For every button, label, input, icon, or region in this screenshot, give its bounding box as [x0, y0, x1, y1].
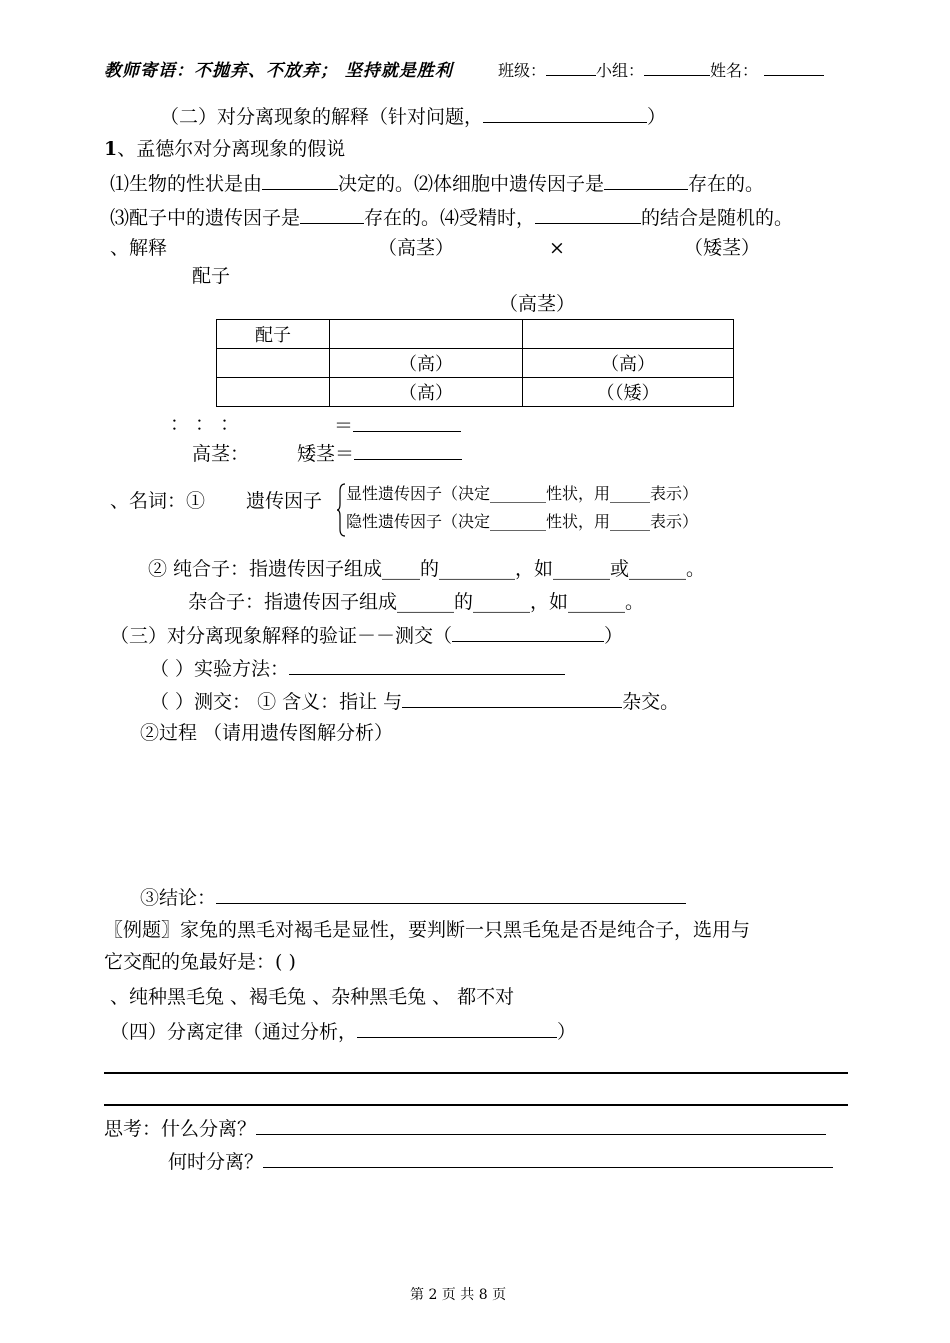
blank-conclusion[interactable] [216, 885, 686, 904]
term-recessive: 隐性遗传因子（决定_______性状，用_____表示） [346, 512, 699, 531]
punnett-cell[interactable] [217, 378, 330, 407]
punnett-cell[interactable] [330, 320, 523, 349]
example-line-1: 〖例题〗家兔的黑毛对褐毛是显性，要判断一只黑毛兔是否是纯合子，选用与 [104, 919, 751, 941]
explain-label: 、解释 [110, 237, 168, 259]
term-dominant: 显性遗传因子（决定_______性状，用_____表示） [346, 484, 699, 503]
punnett-header: 配子 [217, 320, 330, 349]
section4-blank[interactable] [357, 1019, 557, 1038]
blank-phenotype-ratio[interactable] [354, 441, 462, 460]
brace-icon [336, 483, 346, 537]
gamete-label: 配子 [192, 265, 231, 287]
table-row [217, 320, 734, 349]
experiment-method: （ ）实验方法： [150, 656, 565, 680]
blank-somatic[interactable] [604, 171, 688, 190]
name-label: 姓名： [710, 61, 759, 80]
class-field[interactable] [498, 57, 824, 81]
testcross-meaning: （ ）测交： ① 含义：指让 与 杂交。 [150, 691, 680, 713]
section3-blank[interactable] [452, 623, 604, 642]
teacher-motto: 教师寄语：不抛弃、不放弃； 坚持就是胜利 [104, 61, 453, 81]
answer-line[interactable] [104, 1072, 848, 1074]
conclusion: ③结论： [140, 885, 686, 909]
table-row [217, 349, 734, 378]
group-label: 小组： [596, 61, 645, 80]
punnett-cell: （（矮） [523, 378, 734, 407]
punnett-cell: （高） [330, 378, 523, 407]
genotype-ratio: ＝ [334, 413, 461, 437]
example-options: 、纯种黑毛兔 、褐毛兔 、杂种黑毛兔 、 都不对 [110, 986, 515, 1008]
think-what: 思考：什么分离？ [104, 1116, 826, 1140]
section4-title: （四）分离定律（通过分析， ） [110, 1021, 577, 1043]
page-footer: 第 2 页 共 8 页 [410, 1287, 507, 1303]
punnett-cell: （高） [330, 349, 523, 378]
section2-title: （二）对分离现象的解释（针对问题， ） [160, 106, 667, 128]
section2-blank[interactable] [483, 104, 647, 123]
blank-testcross[interactable] [402, 689, 622, 708]
terms-label: 、名词：① [110, 490, 206, 512]
hypothesis-title: 1、孟德尔对分离现象的假说 [104, 138, 346, 160]
parent-tall: （高茎） [378, 237, 455, 259]
punnett-cell: （高） [523, 349, 734, 378]
term-factor: 遗传因子 [246, 490, 323, 512]
answer-line[interactable] [104, 1104, 848, 1106]
class-label: 班级： [498, 61, 547, 80]
f1-tall: （高茎） [499, 293, 576, 315]
phenotype-ratio: 高茎： 矮茎＝ [192, 441, 462, 465]
hypothesis-line-1: ⑴生物的性状是由 决定的。⑵体细胞中遗传因子是 存在的。 [110, 173, 765, 195]
parent-dwarf: （矮茎） [684, 237, 761, 259]
blank-method[interactable] [289, 656, 565, 675]
section3-title: （三）对分离现象解释的验证－－测交（ ） [110, 625, 624, 647]
blank-factor-decide[interactable] [262, 171, 338, 190]
punnett-cell[interactable] [217, 349, 330, 378]
table-row [217, 378, 734, 407]
cross-sign: × [549, 237, 565, 259]
punnett-cell[interactable] [523, 320, 734, 349]
blank-genotype-ratio[interactable] [353, 413, 461, 432]
term-homozygote: ② 纯合子：指遗传因子组成____的________，如______或______。 [148, 558, 706, 580]
example-line-2: 它交配的兔最好是：( ) [104, 951, 296, 973]
think-when: 何时分离？ [168, 1149, 833, 1173]
hypothesis-line-2: ⑶配子中的遗传因子是 存在的。⑷受精时， 的结合是随机的。 [110, 207, 794, 229]
blank-gamete[interactable] [300, 205, 364, 224]
blank-think-when[interactable] [263, 1149, 833, 1168]
punnett-square [216, 319, 734, 407]
genotype-ratio-colons: ： ： ： [170, 413, 240, 435]
testcross-process: ②过程 （请用遗传图解分析） [140, 722, 394, 744]
blank-fertilization[interactable] [535, 205, 641, 224]
term-heterozygote: 杂合子：指遗传因子组成______的______，如______。 [188, 591, 645, 613]
blank-think-what[interactable] [256, 1116, 826, 1135]
